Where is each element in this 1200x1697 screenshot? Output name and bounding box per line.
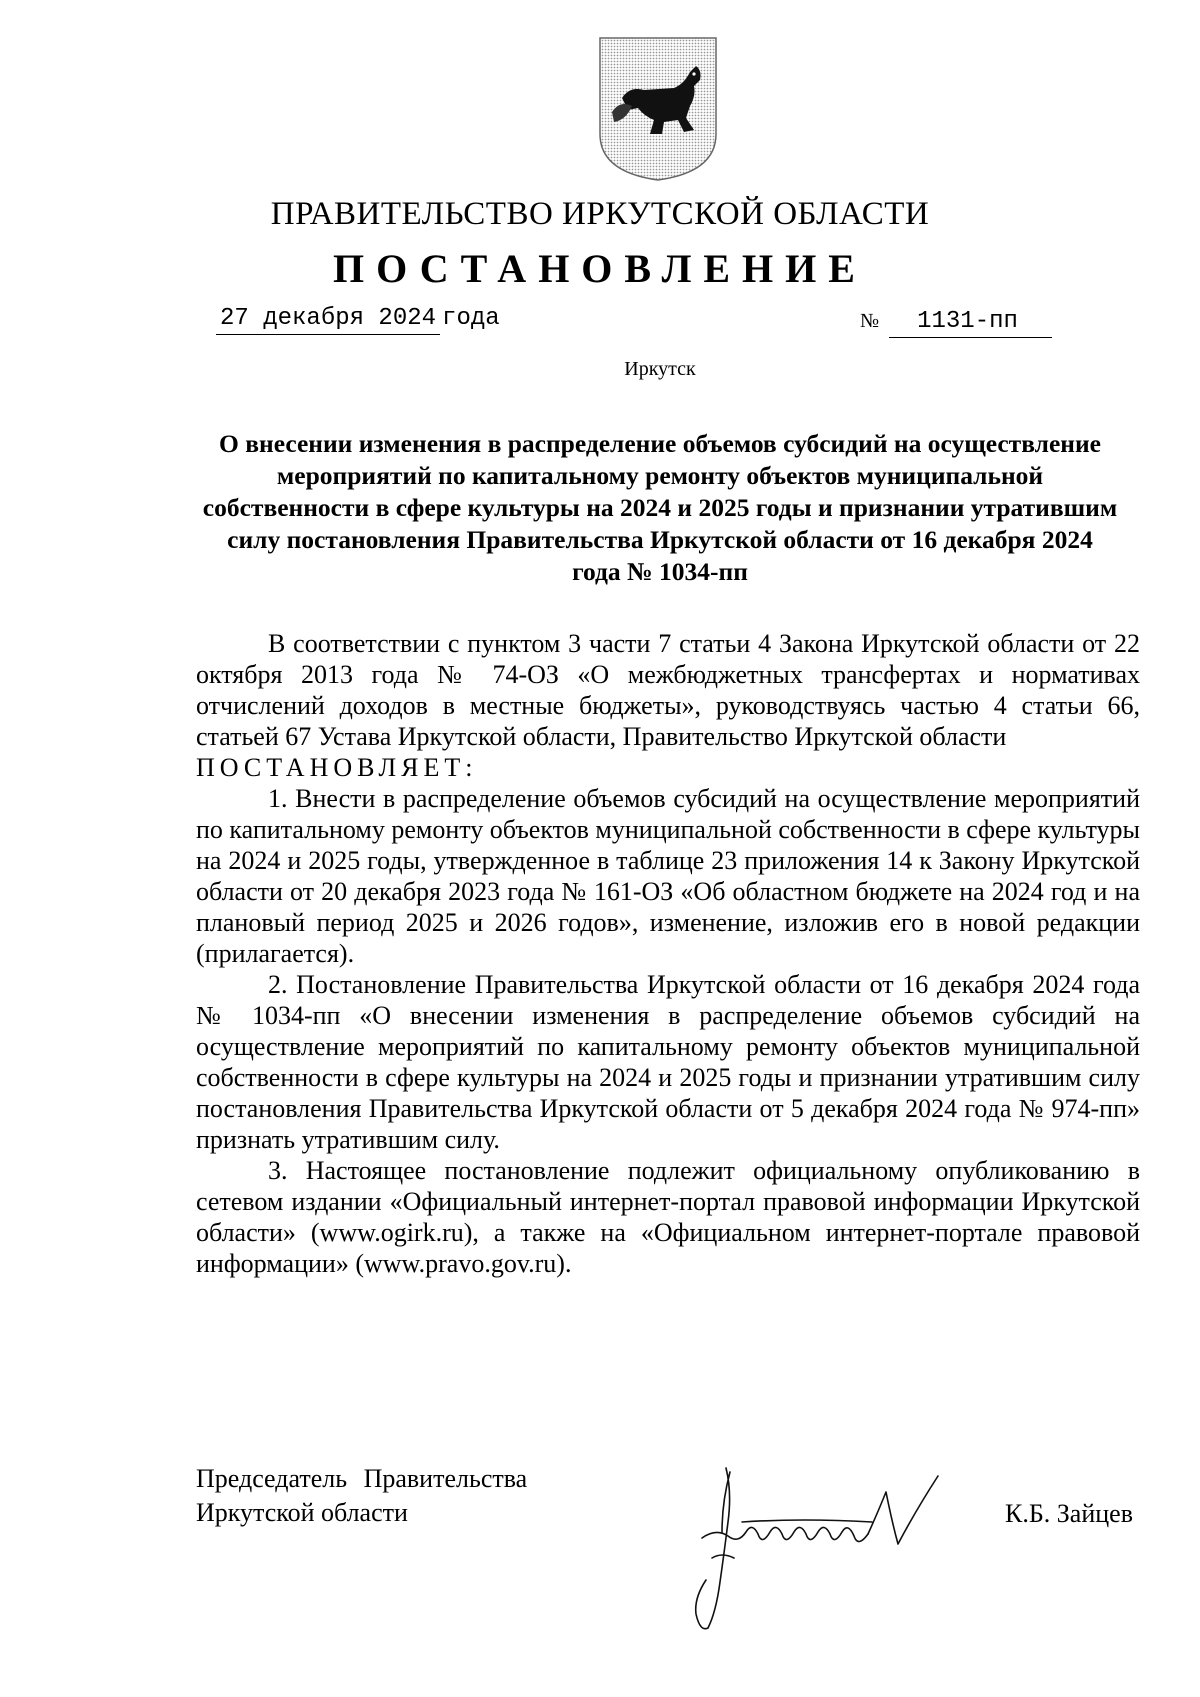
document-title: О внесении изменения в распределение объемов субсидий на осуществление мероприятий по капитальному ремонту объектов муниципальной собственности в сфере культуры на 2024 и 2025 годы и признании утратившим силу постановления Правительства Иркутской области от 16 декабря 2024 года № 1034-пп: [202, 429, 1118, 586]
resolves-heading: ПОСТАНОВЛЯЕТ:: [196, 753, 478, 782]
signatory-position-line1: Председатель Правительства: [196, 1464, 528, 1493]
signatory-position: [196, 1462, 527, 1530]
item-3: 3. Настоящее постановление подлежит официальному опубликованию в сетевом издании «Официальный интернет-портал правовой информации Иркутской области» (www.ogirk.ru), а также на «Официальном интернет-портале правовой информации» (www.pravo.gov.ru).: [196, 1156, 1140, 1278]
number-sign: №: [860, 310, 880, 332]
preamble-paragraph: В соответствии с пунктом 3 части 7 статьи 4 Закона Иркутской области от 22 октября 2013 года № 74-ОЗ «О межбюджетных трансфертах и нормативах отчислений доходов в местные бюджеты», руководствуясь частью 4 статьи 66, статьей 67 Устава Иркутской области, Правительство Иркутской области: [196, 629, 1140, 751]
date-suffix: года: [442, 305, 500, 332]
item-2: 2. Постановление Правительства Иркутской области от 16 декабря 2024 года № 1034-пп «О внесении изменения в распределение объемов субсидий на осуществление мероприятий по капитальному ремонту объектов муниципальной собственности в сфере культуры на 2024 и 2025 годы и признании утратившим силу постановления Правительства Иркутской области от 5 декабря 2024 года № 974-пп» признать утратившим силу.: [196, 970, 1140, 1154]
signatory-position-line2: Иркутской области: [196, 1498, 408, 1527]
document-type: ПОСТАНОВЛЕНИЕ: [333, 246, 867, 291]
document-date: [216, 305, 500, 335]
document-body: [196, 628, 1140, 1279]
city-name: Иркутск: [624, 358, 696, 380]
item-1: 1. Внести в распределение объемов субсидий на осуществление мероприятий по капитальному ремонту объектов муниципальной собственности в сфере культуры на 2024 и 2025 годы, утвержденное в таблице 23 приложения 14 к Закону Иркутской области от 20 декабря 2023 года № 161-ОЗ «Об областном бюджете на 2024 год и на плановый период 2025 и 2026 годов», изменение, изложив его в новой редакции (прилагается).: [196, 784, 1140, 968]
signatory-name: К.Б. Зайцев: [1005, 1499, 1133, 1528]
number-value: 1131-пп: [889, 308, 1052, 338]
organization-name: ПРАВИТЕЛЬСТВО ИРКУТСКОЙ ОБЛАСТИ: [270, 196, 930, 232]
handwritten-signature-icon: [682, 1462, 962, 1634]
document-number: [860, 308, 1052, 338]
date-value: 27 декабря 2024: [216, 305, 440, 335]
coat-of-arms-icon: [598, 36, 718, 182]
